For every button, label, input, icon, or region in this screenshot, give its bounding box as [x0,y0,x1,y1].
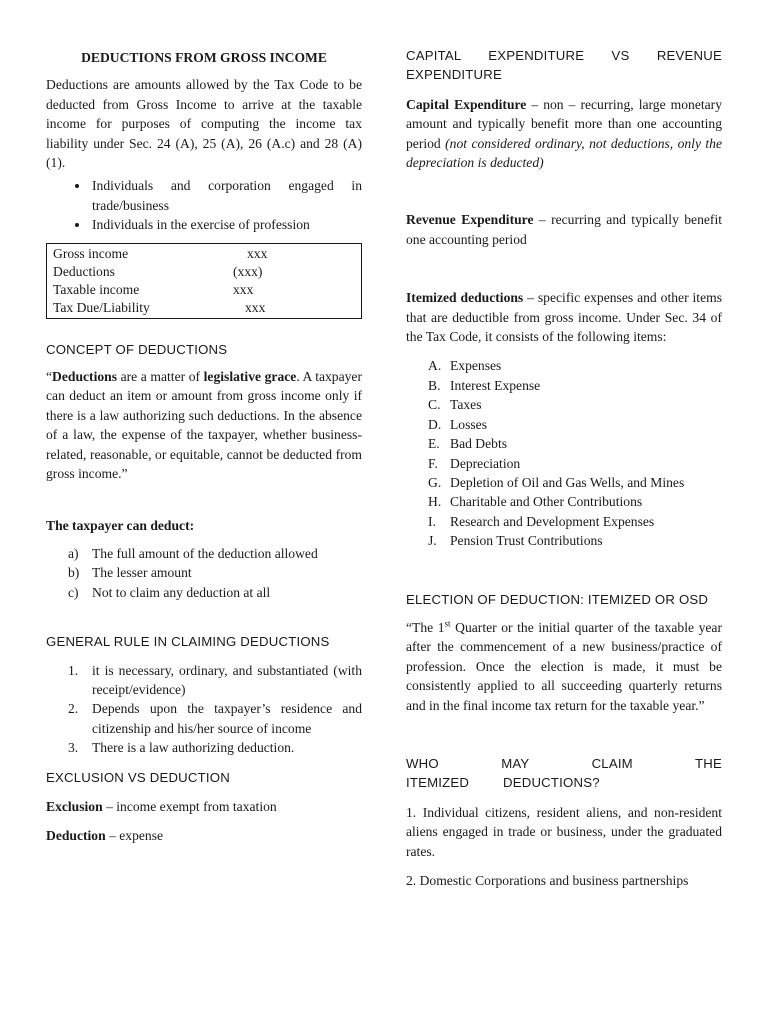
list-marker: I. [428,513,436,529]
computation-row [53,245,355,263]
list-text: Depreciation [450,455,521,471]
election-text: “The 1 [406,619,445,635]
list-text: The lesser amount [92,565,192,581]
list-text: Research and Development Expenses [450,513,655,529]
exclusion-text: – income exempt from taxation [102,798,277,814]
emphasis-deductions: Deductions [52,369,118,385]
who-may-claim-heading: WHO MAY CLAIM THE ITEMIZED DEDUCTIONS? [406,755,722,791]
list-marker: F. [428,455,438,471]
list-text: Taxes [450,397,482,413]
revex-definition [406,210,722,249]
list-marker: 1. [68,662,79,678]
who-may-claim-item: 1. Individual citizens, resident aliens, and non-resident aliens engaged in trade or business, under the graduated rates. [406,804,722,859]
election-heading: ELECTION OF DEDUCTION: ITEMIZED OR OSD [406,591,709,607]
list-marker: E. [428,436,440,452]
exclusion-heading: EXCLUSION VS DEDUCTION [46,769,230,785]
capex-note: (not considered ordinary, not deductions, only the depreciation is deducted) [406,135,722,171]
list-item [46,583,362,602]
list-text: Depends upon the taxpayer’s residence and citizenship and his/her source of income [92,701,362,736]
list-text: Depletion of Oil and Gas Wells, and Mines [450,474,685,490]
computation-value: (xxx) [233,263,263,279]
revex-term: Revenue Expenditure [406,212,534,228]
list-marker: J. [428,533,437,549]
quote-mark: “ [46,369,53,385]
capex-text: – non – recurring, large monetary amount and typically benefit more than one accounting period [406,96,722,151]
taxable-income-computation-box [46,243,362,319]
list-item [406,376,722,395]
list-text: it is necessary, ordinary, and substantiated (with receipt/evidence) [92,662,362,697]
computation-value: xxx [233,281,254,297]
capex-heading: CAPITAL EXPENDITURE VS REVENUE EXPENDITURE [406,48,722,83]
list-marker: G. [428,474,442,490]
list-text: Interest Expense [450,377,541,393]
itemized-definition [406,288,722,346]
list-marker: D. [428,416,442,432]
list-item [46,738,362,757]
list-text: The full amount of the deduction allowed [92,545,318,561]
list-text: Bad Debts [450,436,508,452]
itemized-text: – specific expenses and other items that are deductible from gross income. Under Sec. 34 of the Tax Code, it consists of the following items: [406,290,722,345]
revex-text: – recurring and typically benefit one accounting period [406,212,722,247]
can-deduct-list [46,544,362,602]
list-item [46,699,362,738]
deduction-text: – expense [105,828,164,844]
can-deduct-heading: The taxpayer can deduct: [46,517,195,533]
itemized-term: Itemized deductions [406,290,524,306]
bullet-item: • Individuals and corporation engaged in trade/business [90,176,362,215]
election-paragraph [406,618,722,715]
list-text: Losses [450,416,488,432]
capex-term: Capital Expenditure [406,96,527,112]
list-text: Not to claim any deduction at all [92,584,271,600]
list-marker: b) [68,565,80,581]
list-item [406,473,722,492]
computation-row [53,281,355,299]
computation-row [53,299,355,317]
computation-label: Tax Due/Liability [53,299,150,315]
ordinal-suffix: st [444,618,451,629]
list-marker: B. [428,377,441,393]
list-item [406,434,722,453]
list-marker: A. [428,358,442,374]
computation-value: xxx [245,299,266,315]
list-item [46,563,362,582]
emphasis-legislative-grace: legislative grace [203,369,297,385]
deduction-definition [46,826,362,845]
list-item [406,395,722,414]
computation-row [53,263,355,281]
list-marker: a) [68,545,79,561]
computation-label: Taxable income [53,281,140,297]
concept-text: are a matter of [117,369,204,385]
list-item [406,356,722,375]
exclusion-definition [46,797,362,816]
list-item [406,415,722,434]
general-rule-heading: GENERAL RULE IN CLAIMING DEDUCTIONS [46,634,330,650]
list-text: Pension Trust Contributions [450,533,603,549]
list-marker: H. [428,494,442,510]
who-may-claim-item: 2. Domestic Corporations and business partnerships [406,873,689,888]
list-item [406,531,722,550]
list-item [46,661,362,700]
computation-value: xxx [247,245,268,261]
deduction-term: Deduction [46,828,106,844]
list-item [46,544,362,563]
concept-paragraph [46,367,362,483]
list-text: Expenses [450,358,502,374]
concept-heading: CONCEPT OF DEDUCTIONS [46,341,228,357]
list-text: There is a law authorizing deduction. [92,740,295,756]
election-text: Quarter or the initial quarter of the taxable year after the commencement of a new business/practice of profession. Once the election is made, it must be consistently applied to all succeeding quarterly returns and in the final income tax return for the taxable year.” [406,619,722,713]
left-column [46,44,362,846]
computation-label: Deductions [53,263,115,279]
itemized-deductions-list [406,356,722,550]
document-title: DEDUCTIONS FROM GROSS INCOME [81,50,327,65]
right-column [406,44,722,890]
taxpayer-bullet-list [46,176,362,234]
list-item [406,454,722,473]
bullet-item: • Individuals in the exercise of profession [90,215,362,234]
list-marker: 3. [68,740,79,756]
list-marker: C. [428,397,441,413]
capex-definition [406,95,722,173]
general-rule-list [46,661,362,758]
list-item [406,492,722,511]
list-item [406,512,722,531]
list-marker: 2. [68,701,79,717]
computation-label: Gross income [53,245,129,261]
exclusion-term: Exclusion [46,798,103,814]
list-text: Charitable and Other Contributions [450,494,643,510]
concept-text: . A taxpayer can deduct an item or amount from gross income only if there is a law authorizing such deductions. In the absence of a law, the expense of the taxpayer, whether business-related, reasonable, or equitable, cannot be deducted from gross income.” [46,369,362,482]
list-marker: c) [68,584,79,600]
intro-paragraph: Deductions are amounts allowed by the Tax Code to be deducted from Gross Income to arrive at the taxable income for purposes of computing the income tax liability under Sec. 24 (A), 25 (A), 26 (A.c) and 28 (A) (1). [46,77,362,171]
